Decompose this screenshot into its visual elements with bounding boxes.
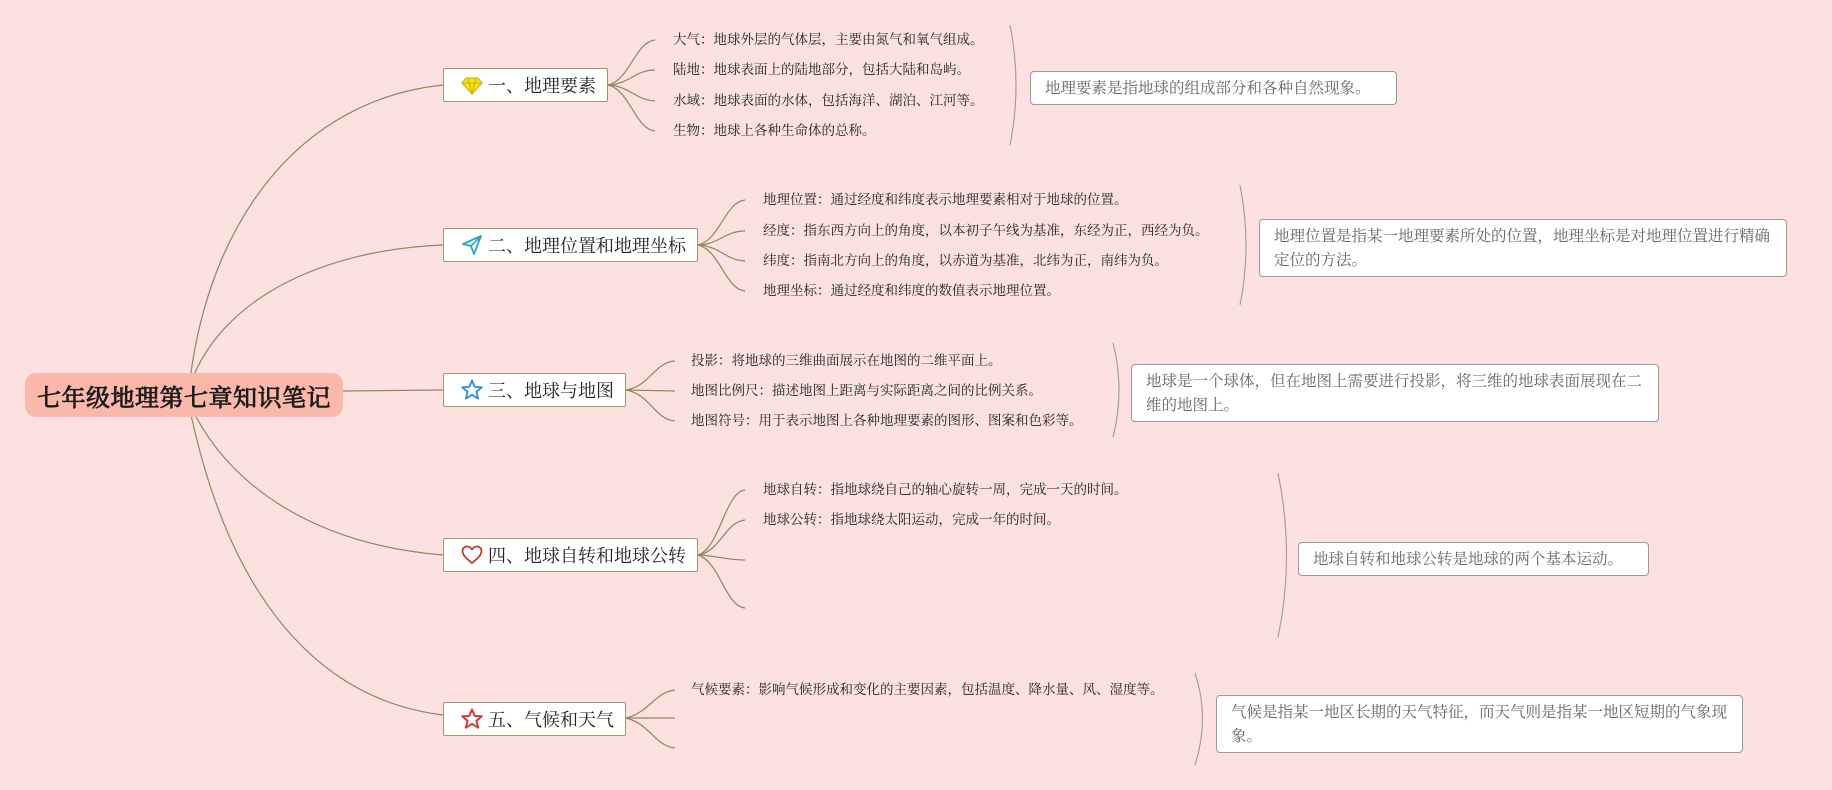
paper-plane-icon xyxy=(460,233,484,257)
link-root-topic-3 xyxy=(343,390,443,391)
list-item[interactable]: 地图符号：用于表示地图上各种地理要素的图形、图案和色彩等。 xyxy=(691,413,1083,429)
topic-label: 四、地球自转和地球公转 xyxy=(488,546,686,567)
list-item[interactable]: 气候要素：影响气候形成和变化的主要因素，包括温度、降水量、风、湿度等。 xyxy=(691,682,1164,698)
link-root-topic-5 xyxy=(190,410,443,715)
list-item[interactable]: 投影：将地球的三维曲面展示在地图的二维平面上。 xyxy=(691,353,1002,369)
topic-label: 五、气候和天气 xyxy=(488,710,614,731)
heart-icon xyxy=(460,543,484,567)
link-root-topic-1 xyxy=(190,85,443,380)
bracket-topic-4 xyxy=(1278,473,1287,637)
topic-earth-and-map[interactable] xyxy=(443,373,626,407)
list-item[interactable]: 地球自转：指地球绕自己的轴心旋转一周，完成一天的时间。 xyxy=(763,482,1128,498)
list-item[interactable]: 地理位置：通过经度和纬度表示地理要素相对于地球的位置。 xyxy=(763,192,1128,208)
central-topic[interactable]: 七年级地理第七章知识笔记 xyxy=(25,373,343,417)
topic-geo-location[interactable] xyxy=(443,228,698,262)
list-item[interactable]: 纬度：指南北方向上的角度，以赤道为基准，北纬为正，南纬为负。 xyxy=(763,253,1168,269)
summary-note[interactable]: 气候是指某一地区长期的天气特征，而天气则是指某一地区短期的气象现象。 xyxy=(1216,695,1743,753)
list-item[interactable]: 水域：地球表面的水体，包括海洋、湖泊、江河等。 xyxy=(673,93,984,109)
summary-note[interactable]: 地理要素是指地球的组成部分和各种自然现象。 xyxy=(1030,71,1397,105)
summary-note[interactable]: 地球是一个球体，但在地图上需要进行投影，将三维的地球表面展现在二维的地图上。 xyxy=(1131,364,1659,422)
list-item[interactable]: 地球公转：指地球绕太阳运动，完成一年的时间。 xyxy=(763,512,1060,528)
diamond-icon xyxy=(460,73,484,97)
list-item[interactable]: 生物：地球上各种生命体的总称。 xyxy=(673,123,876,139)
list-item[interactable]: 大气：地球外层的气体层，主要由氮气和氧气组成。 xyxy=(673,32,984,48)
topic-geo-elements[interactable] xyxy=(443,68,608,102)
summary-note[interactable]: 地球自转和地球公转是地球的两个基本运动。 xyxy=(1298,542,1649,576)
topic-rotation-revolution[interactable] xyxy=(443,538,698,572)
bracket-topic-1 xyxy=(1010,25,1016,145)
bracket-topic-5 xyxy=(1195,673,1203,765)
link-root-topic-2 xyxy=(190,245,443,385)
list-item[interactable]: 地理坐标：通过经度和纬度的数值表示地理位置。 xyxy=(763,283,1060,299)
summary-note[interactable]: 地理位置是指某一地理要素所处的位置，地理坐标是对地理位置进行精确定位的方法。 xyxy=(1259,219,1787,277)
bracket-topic-3 xyxy=(1113,343,1119,437)
list-item[interactable]: 经度：指东西方向上的角度，以本初子午线为基准，东经为正，西经为负。 xyxy=(763,223,1209,239)
star-outline-icon xyxy=(460,707,484,731)
topic-label: 一、地理要素 xyxy=(488,76,596,97)
star-icon xyxy=(460,378,484,402)
topic-label: 三、地球与地图 xyxy=(488,381,614,402)
topic-label: 二、地理位置和地理坐标 xyxy=(488,236,686,257)
list-item[interactable]: 陆地：地球表面上的陆地部分，包括大陆和岛屿。 xyxy=(673,62,970,78)
topic-climate-weather[interactable] xyxy=(443,702,626,736)
list-item[interactable]: 地图比例尺：描述地图上距离与实际距离之间的比例关系。 xyxy=(691,383,1042,399)
bracket-topic-2 xyxy=(1240,185,1246,305)
